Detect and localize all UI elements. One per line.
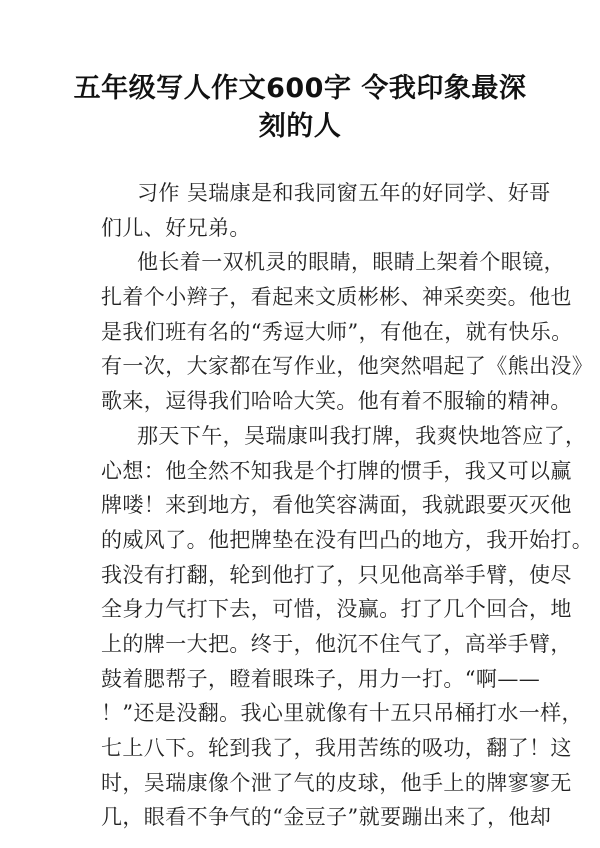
body-line: 歌来，逗得我们哈哈大笑。他有着不服输的精神。 bbox=[101, 389, 572, 414]
body-line: 时，吴瑞康像个泄了气的皮球，他手上的牌寥寥无 bbox=[101, 770, 572, 795]
body-line: 扎着个小辫子，看起来文质彬彬、神采奕奕。他也 bbox=[101, 285, 572, 310]
body-line: 那天下午，吴瑞康叫我打牌，我爽快地答应了， bbox=[137, 423, 587, 448]
body-line: 的威风了。他把牌垫在没有凹凸的地方，我开始打。 bbox=[101, 527, 594, 552]
title-line-2: 刻的人 bbox=[258, 111, 342, 142]
essay-body bbox=[101, 176, 594, 835]
body-line: 心想：他全然不知我是个打牌的惯手，我又可以赢 bbox=[101, 458, 572, 483]
body-line: 我没有打翻，轮到他打了，只见他高举手臂，使尽 bbox=[101, 562, 572, 587]
body-line: ！”还是没翻。我心里就像有十五只吊桶打水一样， bbox=[101, 701, 583, 726]
title-line-1: 五年级写人作文600字 令我印象最深 bbox=[73, 73, 527, 104]
body-line: 上的牌一大把。终于，他沉不住气了，高举手臂， bbox=[101, 631, 572, 656]
body-line: 几，眼看不争气的“金豆子”就要蹦出来了，他却 bbox=[101, 805, 552, 830]
document-title bbox=[0, 70, 600, 146]
body-line: 有一次，大家都在写作业，他突然唱起了《熊出没》 bbox=[101, 354, 594, 379]
body-line: 牌喽！来到地方，看他笑容满面，我就跟要灭灭他 bbox=[101, 493, 572, 518]
body-line: 鼓着腮帮子，瞪着眼珠子，用力一打。“啊—— bbox=[101, 666, 541, 691]
body-line: 七上八下。轮到我了，我用苦练的吸功，翻了！这 bbox=[101, 736, 572, 760]
body-line: 他长着一双机灵的眼睛，眼睛上架着个眼镜， bbox=[137, 250, 565, 275]
body-line: 习作 吴瑞康是和我同窗五年的好同学、好哥 bbox=[137, 181, 551, 205]
body-line: 全身力气打下去，可惜，没赢。打了几个回合，地 bbox=[101, 597, 572, 622]
body-line: 们儿、好兄弟。 bbox=[101, 215, 251, 240]
body-line: 是我们班有名的“秀逗大师”，有他在，就有快乐。 bbox=[101, 319, 573, 344]
